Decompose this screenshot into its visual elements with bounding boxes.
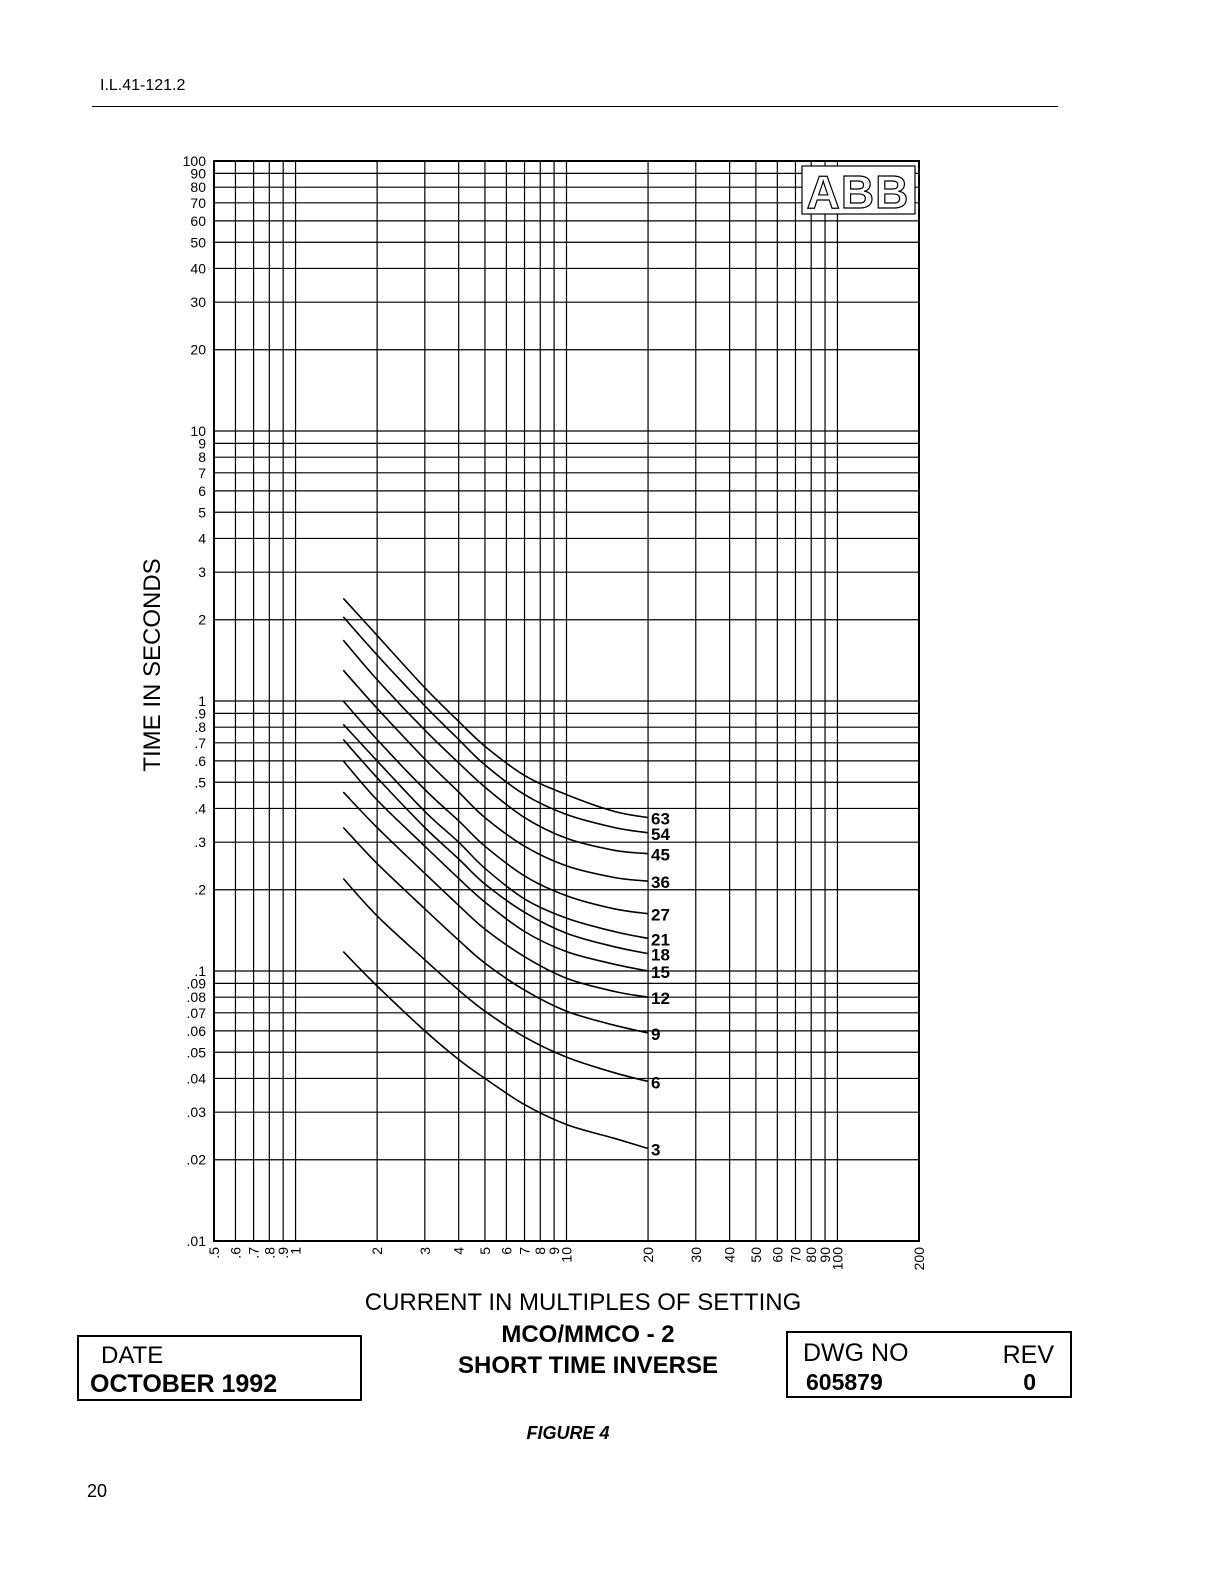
drawing-number-value: 605879 bbox=[806, 1369, 883, 1395]
y-tick-label: 2 bbox=[198, 611, 206, 628]
figure-caption: FIGURE 4 bbox=[526, 1423, 610, 1443]
y-tick-label: 100 bbox=[182, 153, 206, 169]
y-tick-label: .8 bbox=[194, 719, 206, 736]
date-box bbox=[77, 1335, 362, 1401]
x-tick-label: .6 bbox=[227, 1247, 244, 1259]
y-tick-label: .2 bbox=[194, 881, 206, 898]
x-tick-label: 10 bbox=[558, 1247, 575, 1263]
x-tick-label: 1 bbox=[287, 1247, 304, 1255]
y-tick-label: 70 bbox=[190, 194, 206, 211]
x-tick-label: 3 bbox=[416, 1247, 433, 1255]
curve-label-63: 63 bbox=[651, 809, 670, 829]
abb-logo bbox=[802, 166, 915, 218]
y-tick-label: .09 bbox=[186, 975, 206, 992]
y-tick-label: .4 bbox=[194, 800, 206, 817]
y-tick-label: 30 bbox=[190, 294, 206, 311]
x-tick-label: 9 bbox=[546, 1247, 563, 1255]
x-tick-label: 200 bbox=[911, 1247, 927, 1271]
date-value: OCTOBER 1992 bbox=[90, 1370, 278, 1398]
abb-logo-text: ABB bbox=[806, 166, 910, 218]
chart-title: MCO/MMCO - 2 bbox=[501, 1321, 675, 1348]
curve-label-6: 6 bbox=[651, 1073, 661, 1093]
x-axis-label: CURRENT IN MULTIPLES OF SETTING bbox=[364, 1289, 802, 1316]
date-label: DATE bbox=[101, 1342, 164, 1369]
y-tick-label: 1 bbox=[198, 693, 206, 709]
x-tick-label: 6 bbox=[498, 1247, 515, 1255]
curve-tdial-45 bbox=[343, 640, 648, 854]
y-tick-label: .01 bbox=[186, 1233, 206, 1249]
x-tick-label: 90 bbox=[817, 1247, 834, 1263]
revision-value: 0 bbox=[1023, 1369, 1036, 1395]
y-tick-label: 4 bbox=[198, 530, 206, 547]
y-tick-label: .06 bbox=[186, 1022, 206, 1039]
curve-label-15: 15 bbox=[651, 963, 670, 982]
y-tick-label: .3 bbox=[194, 834, 206, 851]
revision-label: REV bbox=[1002, 1341, 1054, 1369]
y-tick-label: .5 bbox=[194, 774, 206, 791]
y-tick-label: 9 bbox=[198, 435, 206, 452]
y-tick-label: 50 bbox=[190, 234, 206, 251]
chart-subtitle: SHORT TIME INVERSE bbox=[457, 1352, 719, 1379]
y-tick-label: .02 bbox=[186, 1151, 206, 1168]
curve-tdial-6 bbox=[343, 879, 648, 1082]
curve-tdial-12 bbox=[343, 792, 648, 997]
curve-tdial-9 bbox=[343, 828, 648, 1033]
curve-tdial-18 bbox=[343, 740, 648, 954]
y-tick-label: .7 bbox=[194, 734, 206, 751]
drawing-number-box bbox=[786, 1331, 1072, 1398]
curve-label-27: 27 bbox=[651, 905, 670, 925]
curve-label-9: 9 bbox=[651, 1024, 661, 1044]
y-tick-label: 20 bbox=[190, 341, 206, 358]
x-tick-label: .8 bbox=[261, 1247, 278, 1259]
x-tick-label: .9 bbox=[275, 1247, 292, 1259]
y-tick-label: 8 bbox=[198, 449, 206, 466]
chart-grid bbox=[214, 161, 919, 1241]
y-tick-label: 80 bbox=[190, 179, 206, 196]
x-tick-label: .5 bbox=[206, 1247, 222, 1259]
curve-tdial-63 bbox=[343, 598, 648, 817]
y-tick-label: 3 bbox=[198, 564, 206, 581]
curve-tdial-3 bbox=[343, 952, 648, 1149]
x-tick-label: 4 bbox=[450, 1247, 467, 1255]
curve-label-36: 36 bbox=[651, 873, 670, 893]
x-tick-label: 100 bbox=[829, 1247, 846, 1271]
curve-label-45: 45 bbox=[651, 845, 670, 865]
drawing-number-label: DWG NO bbox=[803, 1339, 909, 1367]
y-tick-label: 6 bbox=[198, 482, 206, 499]
y-tick-label: 5 bbox=[198, 504, 206, 521]
x-tick-label: .7 bbox=[245, 1247, 262, 1259]
y-axis-label: TIME IN SECONDS bbox=[139, 558, 166, 772]
y-tick-label: 7 bbox=[198, 464, 206, 481]
curve-tdial-36 bbox=[343, 670, 648, 881]
curve-label-12: 12 bbox=[651, 989, 670, 1009]
y-tick-label: .1 bbox=[194, 963, 206, 979]
y-tick-label: .05 bbox=[186, 1044, 206, 1061]
curve-tdial-15 bbox=[343, 761, 648, 971]
chart-labels bbox=[183, 153, 927, 1270]
y-tick-label: .08 bbox=[186, 989, 206, 1006]
x-tick-label: 40 bbox=[721, 1247, 738, 1263]
y-tick-label: .6 bbox=[194, 752, 206, 769]
x-tick-label: 70 bbox=[787, 1247, 804, 1263]
x-tick-label: 20 bbox=[640, 1247, 657, 1263]
chart-curves bbox=[343, 598, 648, 1148]
curve-label-3: 3 bbox=[651, 1140, 661, 1160]
x-tick-label: 30 bbox=[687, 1247, 704, 1263]
y-tick-label: .07 bbox=[186, 1004, 206, 1021]
page-number: 20 bbox=[87, 1481, 108, 1501]
x-tick-label: 50 bbox=[747, 1247, 764, 1263]
curve-label-18: 18 bbox=[651, 945, 670, 965]
curve-label-21: 21 bbox=[651, 930, 670, 950]
document-id: I.L.41-121.2 bbox=[100, 77, 186, 94]
x-tick-label: 80 bbox=[803, 1247, 820, 1263]
x-tick-label: 5 bbox=[476, 1247, 493, 1255]
y-tick-label: 60 bbox=[190, 212, 206, 229]
y-tick-label: .9 bbox=[194, 705, 206, 722]
y-tick-label: 40 bbox=[190, 260, 206, 277]
curve-label-54: 54 bbox=[651, 824, 670, 844]
x-tick-label: 7 bbox=[516, 1247, 533, 1255]
y-tick-label: 90 bbox=[190, 165, 206, 182]
y-tick-label: .04 bbox=[186, 1070, 206, 1087]
y-tick-label: 10 bbox=[190, 423, 206, 439]
y-tick-label: .03 bbox=[186, 1104, 206, 1121]
x-tick-label: 2 bbox=[369, 1247, 386, 1255]
x-tick-label: 8 bbox=[532, 1247, 549, 1255]
x-tick-label: 60 bbox=[769, 1247, 786, 1263]
